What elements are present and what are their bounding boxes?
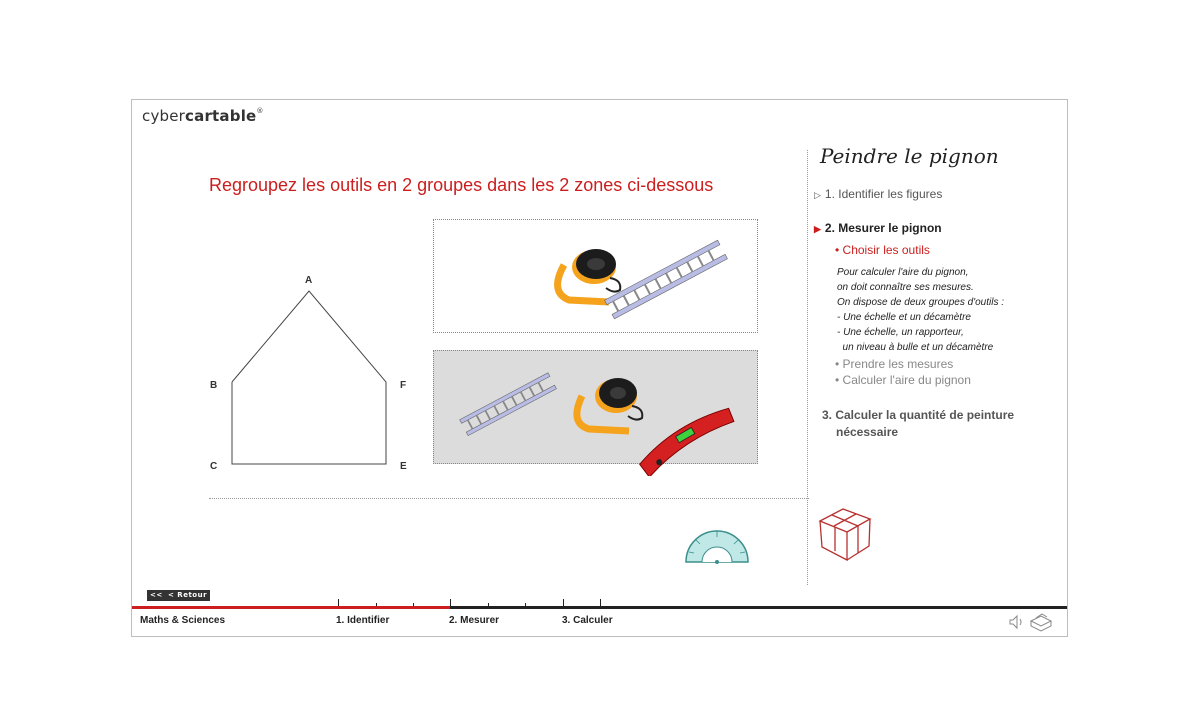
- progress-tick: [488, 603, 489, 606]
- step3-line1: 3. Calculer la quantité de peinture: [822, 408, 1015, 422]
- instruction-text: Regroupez les outils en 2 groupes dans les 2 zones ci-dessous: [209, 175, 714, 195]
- progress-tick: [600, 599, 601, 606]
- label-c: C: [210, 461, 218, 472]
- step-label: 1. Identifier les figures: [824, 187, 943, 201]
- progress-tick: [376, 603, 377, 606]
- footer-icons: [1007, 612, 1055, 636]
- sound-icon[interactable]: [1010, 616, 1021, 628]
- progress-fill: [132, 606, 450, 609]
- step-label: 2. Mesurer le pignon: [824, 221, 942, 235]
- tab-calculer[interactable]: 3. Calculer: [562, 615, 613, 626]
- substep-prendre-mesures[interactable]: • Prendre les mesures: [835, 357, 954, 371]
- protractor-icon[interactable]: [684, 520, 750, 566]
- progress-tick: [338, 599, 339, 606]
- subject-label: Maths & Sciences: [140, 615, 226, 626]
- progress-tick: [450, 599, 451, 606]
- label-e: E: [400, 461, 407, 472]
- progress-tick: [563, 599, 564, 606]
- progress-tick: [525, 603, 526, 606]
- tape-measure-icon[interactable]: [577, 378, 642, 431]
- ladder-icon[interactable]: [605, 240, 728, 319]
- divider-horizontal: [209, 498, 809, 499]
- tape-measure-icon[interactable]: [558, 249, 621, 302]
- substep-choisir-outils[interactable]: • Choisir les outils: [835, 243, 930, 257]
- tab-identifier[interactable]: 1. Identifier: [336, 615, 390, 626]
- back-button[interactable]: < Retour: [165, 590, 210, 601]
- step-identifier-figures[interactable]: [814, 187, 942, 201]
- tool-group-2: [434, 351, 759, 476]
- tab-mesurer[interactable]: 2. Mesurer: [449, 615, 500, 626]
- divider-vertical: [807, 150, 808, 585]
- logo: cybercartable®: [142, 107, 264, 125]
- triangle-filled-icon: ▶: [814, 224, 821, 234]
- spirit-level-icon[interactable]: [635, 403, 739, 476]
- step-description: Pour calculer l'aire du pignon, on doit connaître ses mesures. On dispose de deux groupes d'outils : - Une échelle et un décamètre - Une échelle, un rapporteur, un niveau à bulle et un décamètre: [837, 267, 1005, 353]
- label-f: F: [400, 380, 407, 391]
- drop-zone-1[interactable]: [433, 219, 758, 333]
- step3-line2: nécessaire: [836, 425, 899, 439]
- drop-zone-2[interactable]: [433, 350, 758, 464]
- printer-icon[interactable]: [1031, 614, 1051, 631]
- label-b: B: [210, 380, 218, 391]
- step-calculer-peinture[interactable]: [822, 407, 1014, 441]
- app-frame: [131, 99, 1068, 637]
- progress-tick: [413, 603, 414, 606]
- tool-group-1: [434, 220, 759, 334]
- substep-calculer-aire[interactable]: • Calculer l'aire du pignon: [835, 373, 971, 387]
- cube-icon[interactable]: [815, 505, 875, 563]
- triangle-outline-icon: ▷: [814, 190, 821, 200]
- back-double-button[interactable]: <<: [147, 590, 166, 601]
- label-a: A: [305, 275, 313, 286]
- step-mesurer-pignon[interactable]: [814, 221, 942, 235]
- panel-title: Peindre le pignon: [820, 144, 999, 168]
- ladder-icon[interactable]: [460, 373, 557, 436]
- house-gable-figure: [192, 260, 422, 480]
